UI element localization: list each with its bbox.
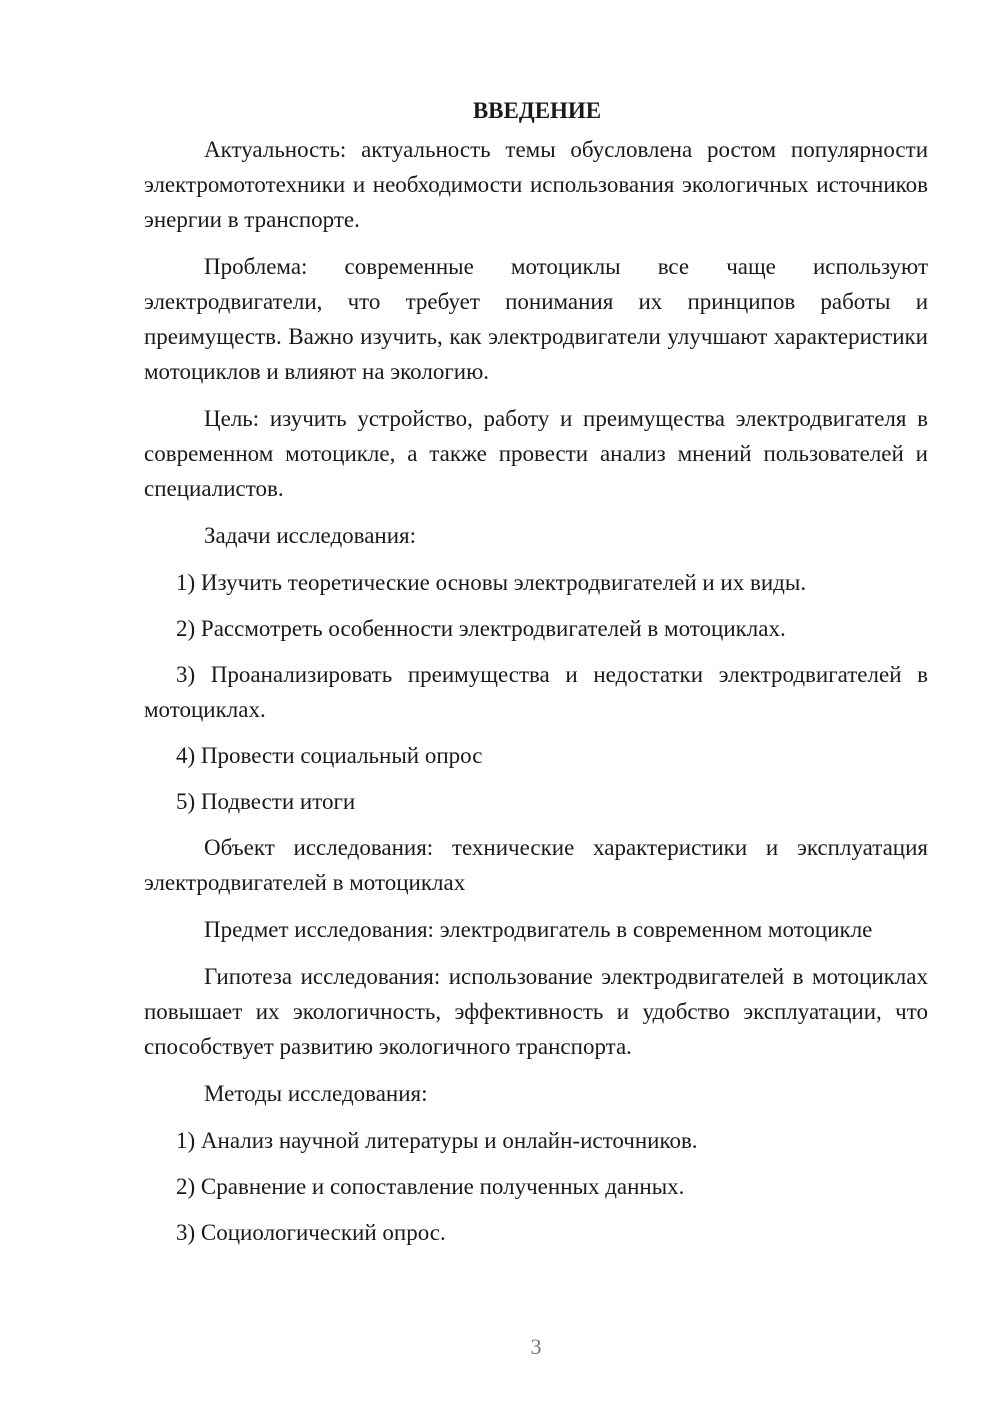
object-paragraph: Объект исследования: технические характеристики и эксплуатация электродвигателей в мотоциклах	[144, 835, 928, 895]
section-title: ВВЕДЕНИЕ	[472, 98, 602, 123]
method-item-1: 1) Анализ научной литературы и онлайн-источников.	[176, 1128, 698, 1153]
task-item-3: 3) Проанализировать преимущества и недостатки электродвигателей в мотоциклах.	[144, 662, 928, 722]
document-page	[144, 96, 928, 1261]
method-item-2: 2) Сравнение и сопоставление полученных данных.	[176, 1174, 685, 1199]
task-item-5: 5) Подвести итоги	[176, 789, 356, 814]
method-item-3: 3) Социологический опрос.	[176, 1220, 446, 1245]
relevance-paragraph: Актуальность: актуальность темы обусловлена ростом популярности электромототехники и необходимости использования экологичных источников энергии в транспорте.	[144, 137, 928, 232]
task-item-2: 2) Рассмотреть особенности электродвигателей в мотоциклах.	[176, 616, 786, 641]
page-number: 3	[530, 1334, 542, 1359]
tasks-heading: Задачи исследования:	[204, 523, 417, 548]
task-item-1: 1) Изучить теоретические основы электродвигателей и их виды.	[176, 570, 807, 595]
hypothesis-paragraph: Гипотеза исследования: использование электродвигателей в мотоциклах повышает их экологичность, эффективность и удобство эксплуатации, что способствует развитию экологичного транспорта.	[144, 964, 928, 1059]
subject-paragraph: Предмет исследования: электродвигатель в современном мотоцикле	[204, 917, 873, 942]
goal-paragraph: Цель: изучить устройство, работу и преимущества электродвигателя в современном мотоцикле, а также провести анализ мнений пользователей и специалистов.	[144, 406, 928, 501]
problem-paragraph: Проблема: современные мотоциклы все чаще используют электродвигатели, что требует понимания их принципов работы и преимуществ. Важно изучить, как электродвигатели улучшают характеристики мотоциклов и влияют на экологию.	[144, 254, 928, 384]
task-item-4: 4) Провести социальный опрос	[176, 743, 483, 768]
methods-heading: Методы исследования:	[204, 1081, 428, 1106]
